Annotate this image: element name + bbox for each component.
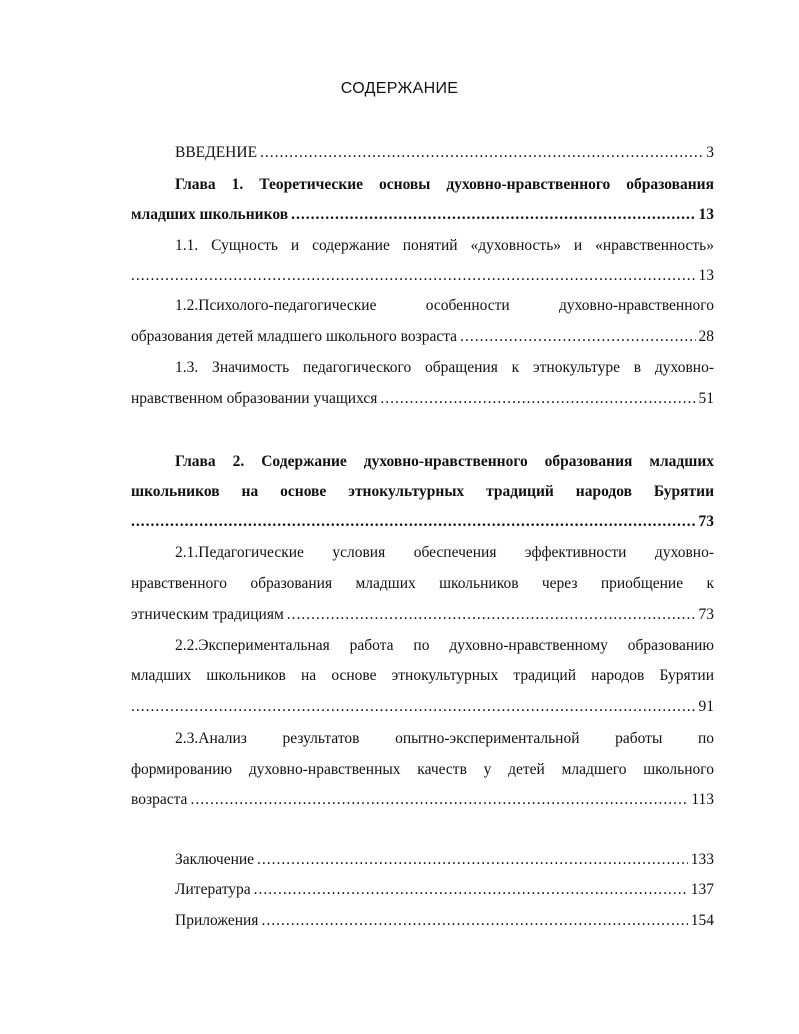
dot-leader [131, 512, 696, 532]
toc-section-2-2-line-1: 2.2.Экспериментальная работа по духовно-нравственному образованию [175, 637, 714, 654]
toc-section-1-2-line-1: 1.2.Психолого-педагогические особенности духовно-нравственного [175, 297, 714, 314]
toc-section-2-3-line-3 [131, 790, 714, 810]
dot-leader [254, 880, 688, 900]
toc-entry-text: образования детей младшего школьного возраста [131, 328, 458, 345]
toc-chapter-2-line-2: школьников на основе этнокультурных традиций народов Бурятии [131, 483, 714, 500]
toc-entry-text: младших школьников [131, 206, 289, 223]
toc-section-1-1-line-2 [131, 266, 714, 286]
toc-title: СОДЕРЖАНИЕ [340, 80, 459, 97]
toc-entry-text: этническим традициям [131, 606, 284, 623]
toc-entry-appendices [175, 911, 714, 931]
toc-chapter-1-line-1: Глава 1. Теоретические основы духовно-нравственного образования [175, 176, 714, 193]
toc-section-1-3-line-1: 1.3. Значимость педагогического обращения к этнокультуре в духовно- [175, 359, 714, 376]
toc-page-number: 133 [690, 851, 714, 868]
dot-leader [131, 697, 696, 717]
toc-chapter-2-line-3 [131, 512, 714, 532]
dot-leader [460, 327, 695, 347]
toc-section-1-1-line-1: 1.1. Сущность и содержание понятий «духовность» и «нравственность» [175, 237, 714, 254]
toc-entry-text: нравственном образовании учащихся [131, 390, 378, 407]
toc-section-2-3-line-2: формированию духовно-нравственных качеств у детей младшего школьного [131, 761, 714, 778]
dot-leader [260, 143, 703, 163]
toc-page-number: 73 [698, 513, 714, 530]
toc-section-2-2-line-2: младших школьников на основе этнокультурных традиций народов Бурятии [131, 667, 714, 684]
dot-leader [287, 605, 696, 625]
toc-page-number: 154 [690, 912, 714, 929]
toc-entry-introduction [175, 143, 714, 163]
toc-entry-text: Заключение [175, 851, 255, 868]
toc-page-number: 137 [690, 881, 714, 898]
dot-leader [380, 389, 695, 409]
toc-entry-text: Литература [175, 881, 251, 898]
toc-section-2-1-line-2: нравственного образования младших школьников через приобщение к [131, 575, 714, 592]
toc-page-number: 13 [698, 267, 714, 284]
toc-section-2-1-line-3 [131, 605, 714, 625]
toc-section-2-2-line-3 [131, 697, 714, 717]
toc-entry-literature [175, 880, 714, 900]
dot-leader [291, 205, 695, 225]
toc-chapter-1-line-2 [131, 205, 714, 225]
toc-entry-text: ВВЕДЕНИЕ [175, 144, 258, 161]
dot-leader [190, 790, 688, 810]
toc-page-number: 91 [698, 698, 714, 715]
toc-page-number: 51 [698, 390, 714, 407]
toc-chapter-2-line-1: Глава 2. Содержание духовно-нравственного образования младших [175, 453, 714, 470]
toc-page-number: 73 [698, 606, 714, 623]
toc-section-1-3-line-2 [131, 389, 714, 409]
dot-leader [131, 266, 696, 286]
toc-section-1-2-line-2 [131, 327, 714, 347]
toc-page-number: 28 [698, 328, 714, 345]
dot-leader [257, 850, 688, 870]
toc-page-number: 113 [691, 791, 714, 808]
toc-entry-text: возраста [131, 791, 188, 808]
toc-page-number: 13 [698, 206, 714, 223]
toc-section-2-3-line-1: 2.3.Анализ результатов опытно-экспериментальной работы по [175, 730, 714, 747]
toc-entry-conclusion [175, 850, 714, 870]
toc-section-2-1-line-1: 2.1.Педагогические условия обеспечения эффективности духовно- [175, 544, 714, 561]
toc-page-number: 3 [706, 144, 714, 161]
toc-entry-text: Приложения [175, 912, 259, 929]
dot-leader [261, 911, 687, 931]
